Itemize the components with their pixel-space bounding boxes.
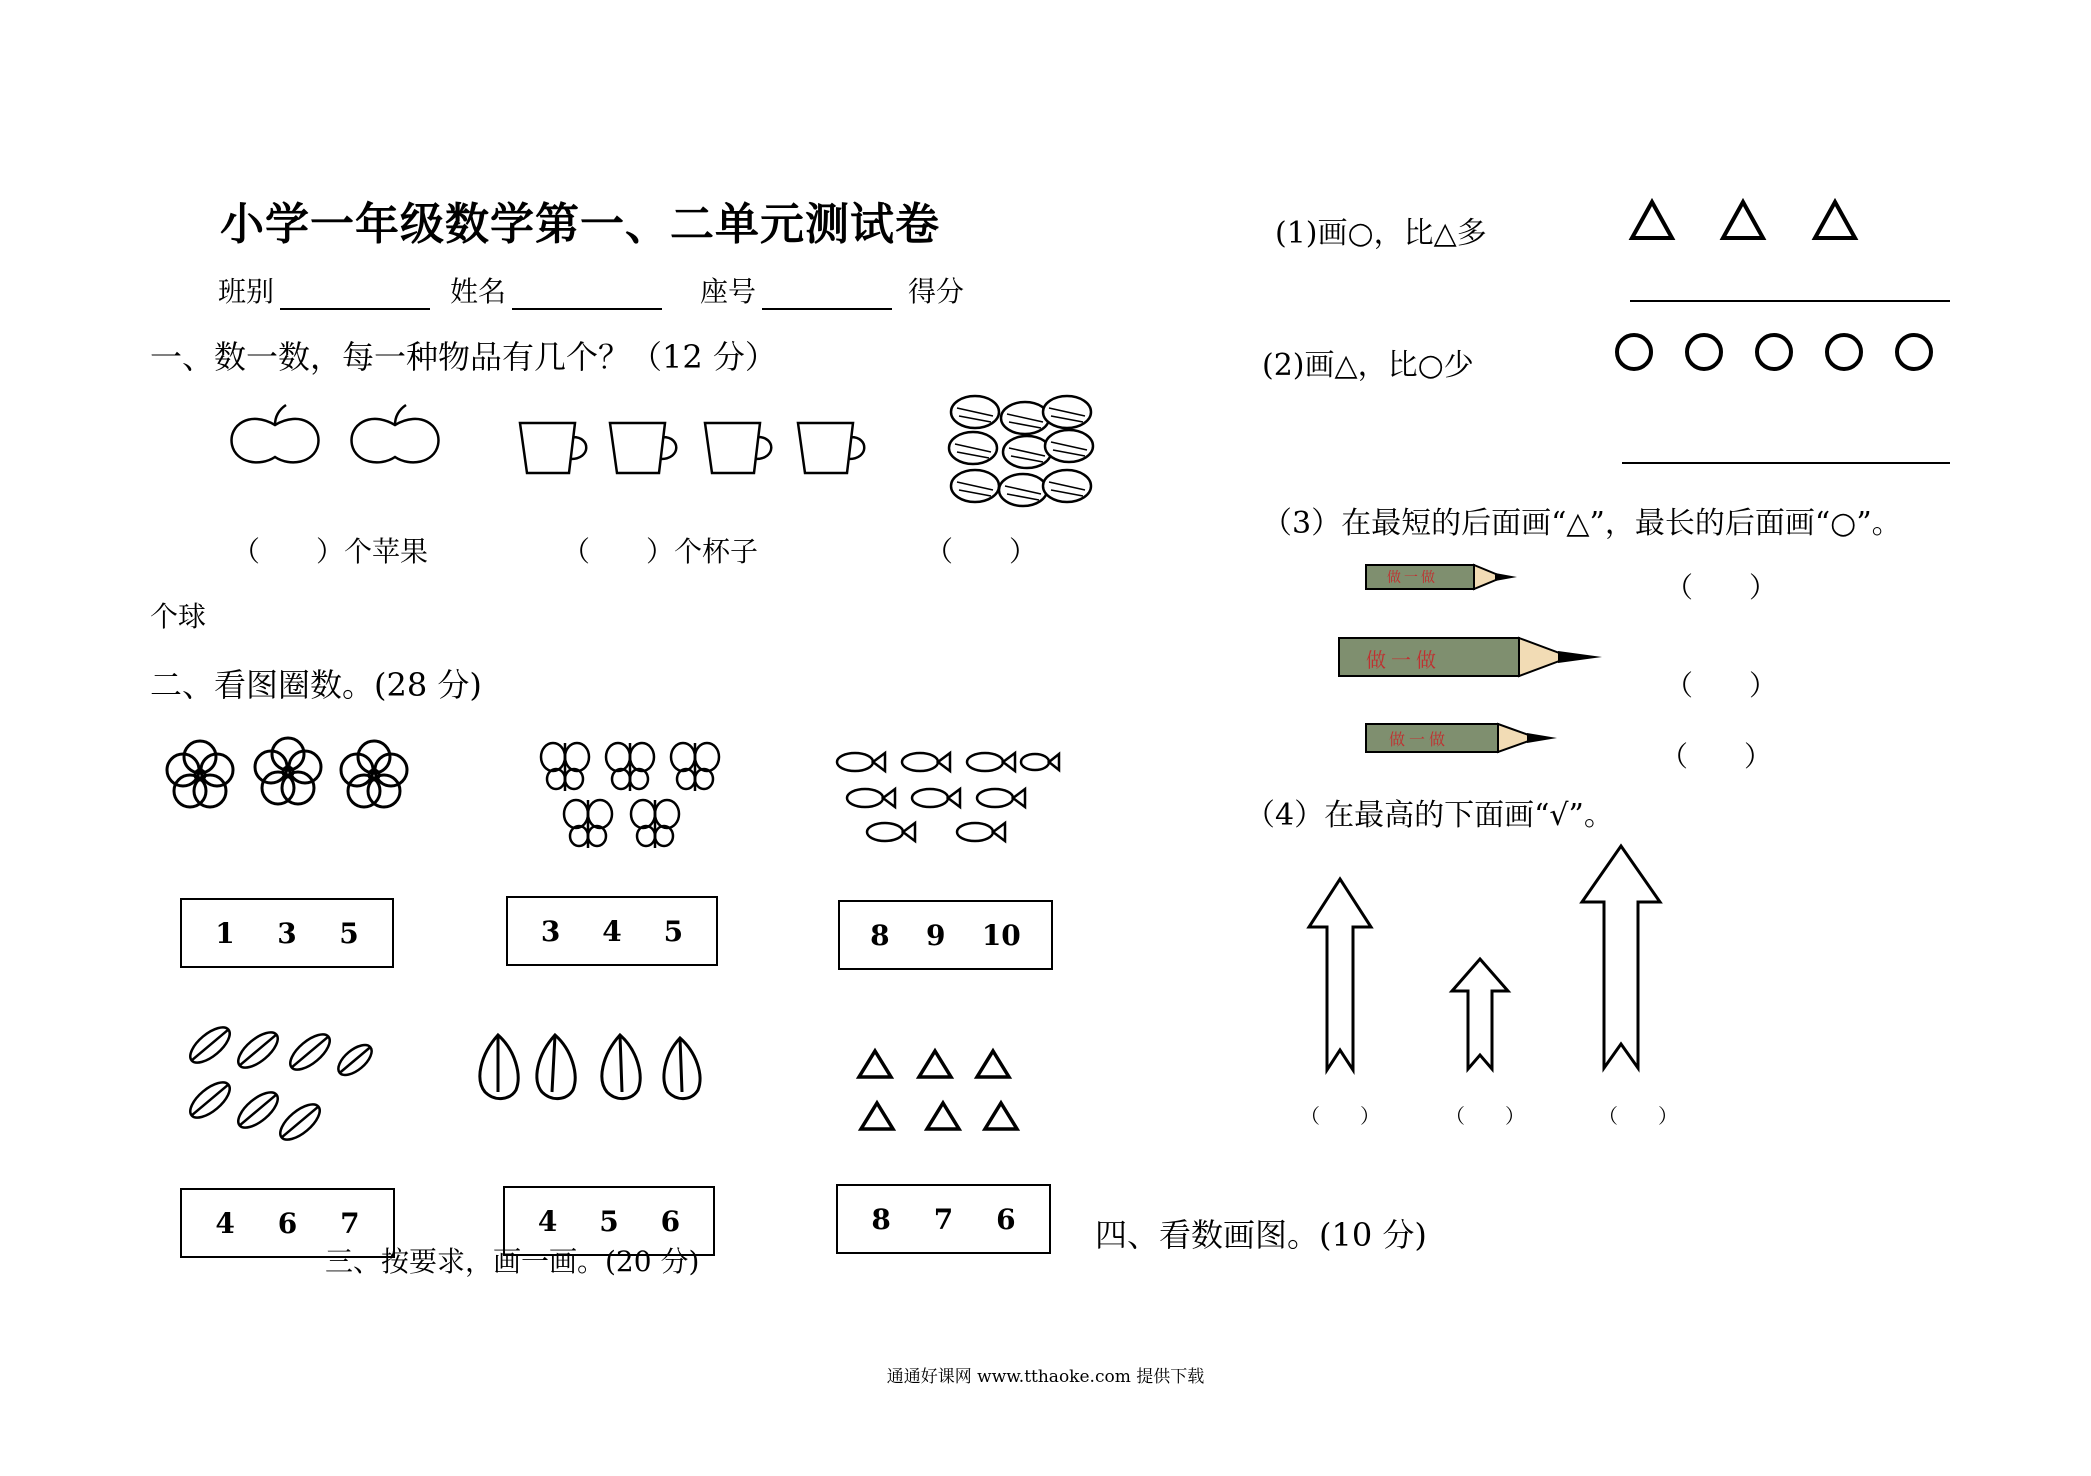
number-option[interactable]: 7 xyxy=(340,1206,360,1240)
circle-row-icons xyxy=(1612,330,1937,374)
pencil-long-icon xyxy=(1338,636,1606,678)
score-field: 得分 xyxy=(908,275,965,308)
pencil-short-answer[interactable]: （ ） xyxy=(1665,571,1778,604)
number-option[interactable]: 3 xyxy=(277,916,297,950)
number-option[interactable]: 8 xyxy=(871,1202,891,1236)
triangle-icons xyxy=(855,1045,1025,1135)
leaf-icons xyxy=(180,1010,380,1160)
name-field: 姓名 xyxy=(450,270,668,310)
triangle-row-icons xyxy=(1630,198,1880,248)
pencil-medium-label: 做一做 xyxy=(1389,730,1450,749)
number-option[interactable]: 5 xyxy=(339,916,359,950)
apple-icons xyxy=(220,395,450,475)
number-box-flowers xyxy=(180,898,394,968)
arrow-short-answer[interactable]: （ ） xyxy=(1445,1104,1525,1128)
seat-blank[interactable] xyxy=(762,280,892,310)
ball-answer-suffix: 个球 xyxy=(150,600,207,633)
number-option[interactable]: 6 xyxy=(996,1202,1016,1236)
number-option[interactable]: 3 xyxy=(540,914,561,948)
cup-icons xyxy=(515,415,875,485)
arrow-medium-icon xyxy=(1305,875,1375,1075)
question-4: （4）在最高的下面画“√”。 xyxy=(1245,798,1614,833)
footer-credit: 通通好课网 www.tthaoke.com 提供下载 xyxy=(886,1367,1205,1387)
answer-line-2[interactable] xyxy=(1622,462,1950,464)
section1-heading: 一、数一数，每一种物品有几个？（12 分） xyxy=(150,338,777,376)
peach-icons xyxy=(470,1030,720,1105)
cup-answer[interactable]: （ ）个杯子 xyxy=(562,535,759,568)
number-option[interactable]: 4 xyxy=(215,1206,235,1240)
number-option[interactable]: 4 xyxy=(602,914,622,948)
butterfly-icons xyxy=(530,730,730,860)
pencil-short-label: 做一做 xyxy=(1387,570,1438,586)
name-blank[interactable] xyxy=(512,280,662,310)
class-blank[interactable] xyxy=(280,280,430,310)
number-option[interactable]: 1 xyxy=(215,916,235,950)
question-3: （3）在最短的后面画“△”，最长的后面画“○”。 xyxy=(1262,506,1902,541)
number-option[interactable]: 10 xyxy=(981,918,1021,952)
question-2: (2)画△，比○少 xyxy=(1262,348,1474,383)
section2-heading: 二、看图圈数。(28 分) xyxy=(150,666,482,704)
number-option[interactable]: 8 xyxy=(870,918,890,952)
pencil-medium-answer[interactable]: （ ） xyxy=(1660,740,1773,773)
ball-icons xyxy=(945,390,1095,515)
seat-field: 座号 xyxy=(700,270,898,310)
number-option[interactable]: 6 xyxy=(660,1204,681,1238)
class-field: 班别 xyxy=(218,270,436,310)
arrow-tall-icon xyxy=(1578,842,1664,1072)
apple-answer[interactable]: （ ）个苹果 xyxy=(232,535,429,568)
number-option[interactable]: 5 xyxy=(599,1204,619,1238)
number-box-butterflies xyxy=(506,896,718,966)
number-box-fish xyxy=(838,900,1053,970)
number-option[interactable]: 6 xyxy=(277,1206,298,1240)
answer-line-1[interactable] xyxy=(1630,300,1950,302)
question-1: (1)画○，比△多 xyxy=(1275,216,1487,251)
flower-icons xyxy=(160,730,420,820)
page-title: 小学一年级数学第一、二单元测试卷 xyxy=(220,199,940,250)
number-option[interactable]: 4 xyxy=(537,1204,558,1238)
pencil-short-icon xyxy=(1365,563,1520,591)
number-option[interactable]: 5 xyxy=(663,914,684,948)
number-box-triangles xyxy=(836,1184,1051,1254)
pencil-long-label: 做一做 xyxy=(1366,648,1441,672)
arrow-medium-answer[interactable]: （ ） xyxy=(1300,1104,1380,1128)
number-option[interactable]: 7 xyxy=(933,1202,954,1236)
section3-heading: 三、按要求，画一画。(20 分) xyxy=(325,1245,700,1278)
arrow-tall-answer[interactable]: （ ） xyxy=(1598,1104,1678,1128)
fish-icons xyxy=(825,740,1075,860)
ball-answer-paren[interactable]: （ ） xyxy=(925,535,1038,568)
pencil-long-answer[interactable]: （ ） xyxy=(1665,669,1778,702)
section4-heading: 四、看数画图。(10 分) xyxy=(1095,1216,1427,1254)
pencil-medium-icon xyxy=(1365,722,1560,754)
number-option[interactable]: 9 xyxy=(926,918,946,952)
arrow-short-icon xyxy=(1448,955,1512,1073)
